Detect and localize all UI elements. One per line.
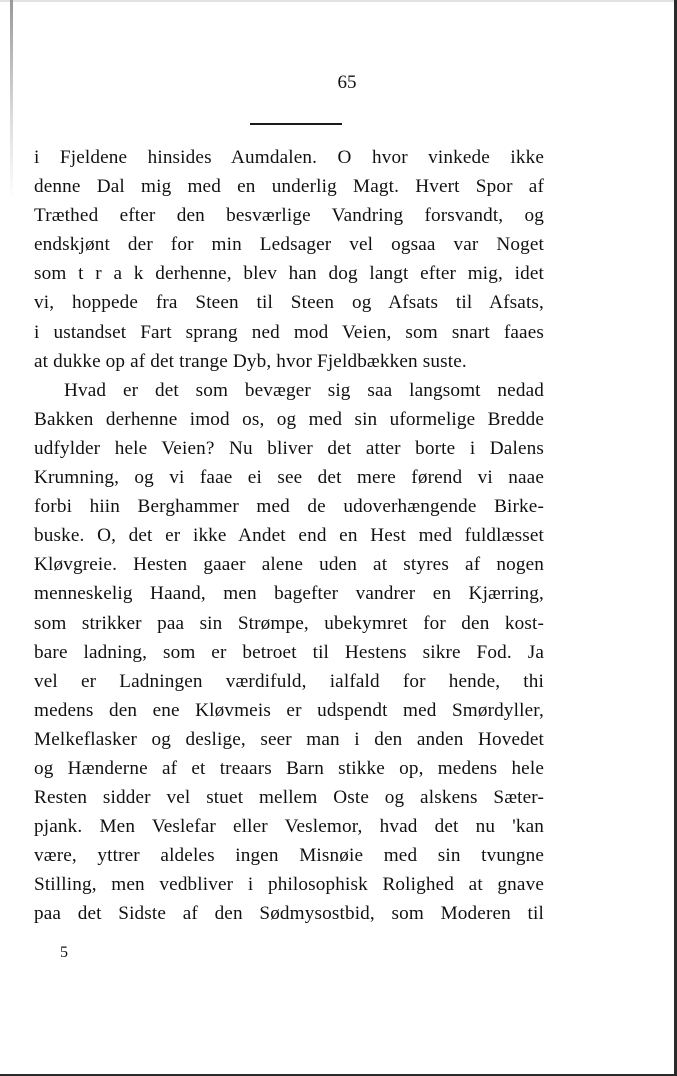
- page-number: 65: [337, 72, 357, 93]
- text-line: bare ladning, som er betroet til Hestens sikre Fod. Ja: [34, 641, 544, 663]
- text-line: Træthed efter den besværlige Vandring forsvandt, og: [34, 205, 544, 227]
- text-line: som strikker paa sin Strømpe, ubekymret for den kost-: [34, 612, 544, 634]
- text-line: forbi hiin Berghammer med de udoverhængende Birke-: [34, 496, 544, 518]
- text-line: Bakken derhenne imod os, og med sin uformelige Bredde: [34, 408, 544, 430]
- text-line: være, yttrer aldeles ingen Misnøie med sin tvungne: [34, 845, 544, 867]
- text-line: denne Dal mig med en underlig Magt. Hvert Spor af: [34, 176, 544, 198]
- text-line: pjank. Men Veslefar eller Veslemor, hvad det nu 'kan: [34, 816, 544, 838]
- body-text: [34, 143, 544, 929]
- text-line: Hvad er det som bevæger sig saa langsomt nedad: [64, 379, 544, 401]
- text-line: og Hænderne af et treaars Barn stikke op, medens hele: [34, 757, 544, 779]
- page-top-edge: [0, 0, 674, 2]
- text-line: Melkeflasker og deslige, seer man i den anden Hovedet: [34, 728, 544, 750]
- text-line: buske. O, det er ikke Andet end en Hest med fuldlæsset: [34, 525, 544, 547]
- printer-signature-mark: 5: [60, 944, 68, 961]
- text-line: som t r a k derhenne, blev han dog langt efter mig, idet: [34, 263, 544, 285]
- text-line: Kløvgreie. Hesten gaaer alene uden at styres af nogen: [34, 554, 544, 576]
- text-line: vi, hoppede fra Steen til Steen og Afsats til Afsats,: [34, 292, 544, 314]
- text-line: at dukke op af det trange Dyb, hvor Fjeldbækken suste.: [34, 350, 467, 372]
- text-line: Stilling, men vedbliver i philosophisk Rolighed at gnave: [34, 874, 544, 896]
- text-line: paa det Sidste af den Sødmysostbid, som Moderen til: [34, 903, 544, 925]
- text-line: endskjønt der for min Ledsager vel ogsaa var Noget: [34, 234, 544, 256]
- text-line: i ustandset Fart sprang ned mod Veien, som snart faaes: [34, 321, 544, 343]
- text-line: medens den ene Kløvmeis er udspendt med Smørdyller,: [34, 699, 544, 721]
- text-line: udfylder hele Veien? Nu bliver det atter borte i Dalens: [34, 437, 544, 459]
- page-binding-edge: [10, 0, 13, 200]
- header-rule: [250, 123, 342, 125]
- text-line: menneskelig Haand, men bagefter vandrer en Kjærring,: [34, 583, 544, 605]
- text-line: vel er Ladningen værdifuld, ialfald for hende, thi: [34, 670, 544, 692]
- text-line: Resten sidder vel stuet mellem Oste og alskens Sæter-: [34, 787, 544, 809]
- text-line: i Fjeldene hinsides Aumdalen. O hvor vinkede ikke: [34, 147, 544, 168]
- text-line: Krumning, og vi faae ei see det mere førend vi naae: [34, 467, 544, 489]
